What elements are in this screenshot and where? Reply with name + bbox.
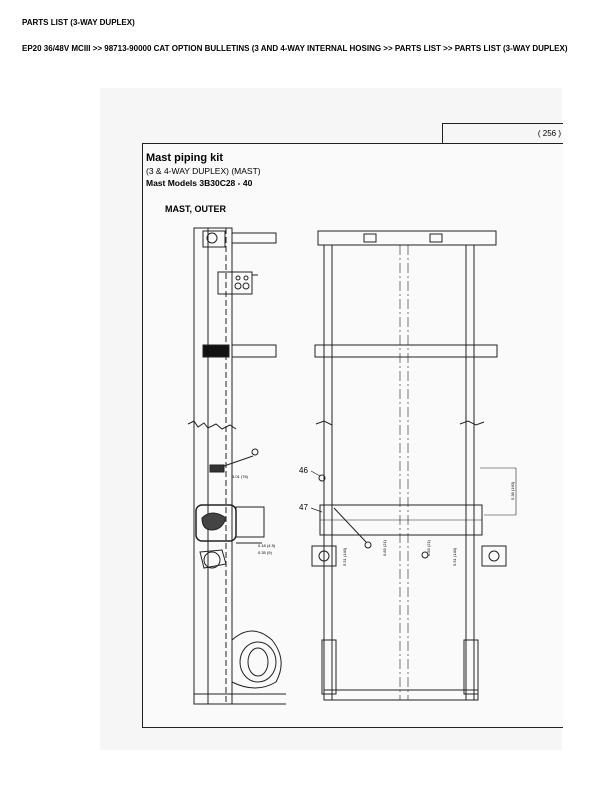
page-number: ( 256 ): [537, 129, 561, 138]
view-label: MAST, OUTER: [165, 204, 227, 214]
dimension-label: 0.83 (21): [382, 539, 387, 556]
dimension-label: 5.38 (160): [510, 481, 515, 500]
front-view: [312, 231, 516, 700]
dimension-label: 5.51 (140): [452, 547, 457, 566]
dimension-label: 0.35 (9): [258, 550, 272, 555]
kit-title: Mast piping kit: [146, 152, 223, 164]
callout-47: 47: [299, 503, 308, 512]
callout-46: 46: [299, 466, 308, 475]
mast-models: Mast Models 3B30C28 - 40: [146, 178, 253, 188]
dimension-label: 3.01 (76): [232, 474, 249, 479]
side-view: [188, 228, 286, 704]
page-title: PARTS LIST (3-WAY DUPLEX): [22, 18, 135, 27]
dimension-label: 0.18 (4.5): [258, 543, 276, 548]
kit-subtitle: (3 & 4-WAY DUPLEX) (MAST): [146, 166, 261, 176]
breadcrumb[interactable]: EP20 36/48V MCIII >> 98713-90000 CAT OPTION BULLETINS (3 AND 4-WAY INTERNAL HOSING >> PARTS LIST >> PARTS LIST (3-WAY DUPLEX): [22, 44, 568, 53]
dimension-label: 0.83 (21): [426, 539, 431, 556]
dimension-label: 5.51 (140): [342, 547, 347, 566]
